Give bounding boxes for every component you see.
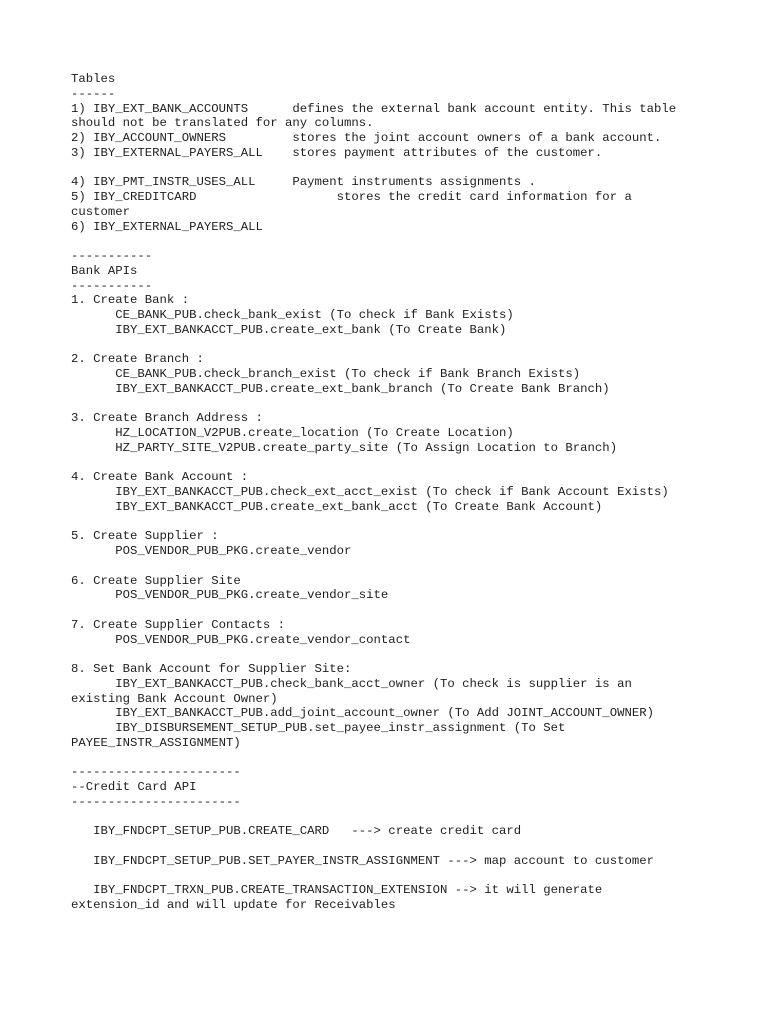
document-line: 1. Create Bank : [71, 293, 190, 308]
document-line: 2) IBY_ACCOUNT_OWNERS stores the joint account owners of a bank account. [71, 131, 662, 145]
document-line: 4. Create Bank Account : [71, 470, 249, 485]
document-line: ----------------------- [71, 794, 241, 809]
document-line: CE_BANK_PUB.check_branch_exist (To check if Bank Branch Exists) [71, 367, 581, 381]
document-line [71, 397, 711, 412]
document-line [71, 751, 711, 766]
document-line [71, 869, 711, 884]
document-line: ------ [71, 86, 116, 101]
document-line: IBY_DISBURSEMENT_SETUP_PUB.set_payee_instr_assignment (To Set [71, 721, 566, 735]
document-line: IBY_EXT_BANKACCT_PUB.check_bank_acct_owner (To check is supplier is an [71, 676, 632, 691]
document-line: POS_VENDOR_PUB_PKG.create_vendor_contact [71, 632, 411, 647]
document-line: CE_BANK_PUB.check_bank_exist (To check if Bank Exists) [71, 308, 514, 322]
document-line: ----------------------- [71, 765, 241, 780]
document-line: 7. Create Supplier Contacts : [71, 617, 286, 632]
document-line: existing Bank Account Owner) [71, 691, 278, 706]
document-line: Bank APIs [71, 263, 138, 278]
document-line: 6. Create Supplier Site [71, 573, 241, 588]
document-line: IBY_EXT_BANKACCT_PUB.create_ext_bank_acct (To Create Bank Account) [71, 499, 603, 514]
document-line: IBY_EXT_BANKACCT_PUB.check_ext_acct_exist (To check if Bank Account Exists) [71, 485, 669, 499]
document-line: ----------- [71, 278, 153, 293]
document-line: POS_VENDOR_PUB_PKG.create_vendor [71, 544, 352, 558]
document-line: 5. Create Supplier : [71, 529, 219, 544]
document-body [71, 72, 711, 913]
document-line: should not be translated for any columns. [71, 116, 374, 131]
document-line: --Credit Card API [71, 780, 197, 794]
document-line: ----------- [71, 249, 153, 263]
document-line: customer [71, 204, 131, 219]
document-line [71, 810, 711, 825]
document-line [71, 559, 711, 574]
document-line: Tables [71, 72, 116, 86]
document-line: extension_id and will update for Receivables [71, 898, 396, 912]
document-line: 4) IBY_PMT_INSTR_USES_ALL Payment instruments assignments . [71, 175, 536, 190]
document-line [71, 234, 711, 249]
document-line: POS_VENDOR_PUB_PKG.create_vendor_site [71, 588, 389, 603]
document-line: 6) IBY_EXTERNAL_PAYERS_ALL [71, 219, 263, 234]
document-line: HZ_PARTY_SITE_V2PUB.create_party_site (To Assign Location to Branch) [71, 440, 618, 455]
document-line: 3. Create Branch Address : [71, 411, 263, 426]
document-line: 3) IBY_EXTERNAL_PAYERS_ALL stores payment attributes of the customer. [71, 145, 603, 160]
document-line: IBY_FNDCPT_TRXN_PUB.CREATE_TRANSACTION_EXTENSION --> it will generate [71, 883, 603, 898]
document-line: IBY_EXT_BANKACCT_PUB.create_ext_bank_branch (To Create Bank Branch) [71, 381, 610, 396]
document-line: 8. Set Bank Account for Supplier Site: [71, 662, 352, 676]
document-line: IBY_EXT_BANKACCT_PUB.create_ext_bank (To Create Bank) [71, 322, 507, 337]
document-line [71, 161, 711, 176]
document-line [71, 515, 711, 530]
document-line: 5) IBY_CREDITCARD stores the credit card information for a [71, 190, 632, 204]
document-line [71, 456, 711, 471]
document-line [71, 647, 711, 662]
document-line: 1) IBY_EXT_BANK_ACCOUNTS defines the external bank account entity. This table [71, 101, 677, 116]
document-line: IBY_FNDCPT_SETUP_PUB.SET_PAYER_INSTR_ASSIGNMENT ---> map account to customer [71, 853, 654, 868]
document-line [71, 603, 711, 618]
document-line [71, 338, 711, 353]
document-line [71, 839, 711, 854]
document-line: HZ_LOCATION_V2PUB.create_location (To Create Location) [71, 426, 514, 440]
document-line: 2. Create Branch : [71, 352, 204, 367]
document-line: PAYEE_INSTR_ASSIGNMENT) [71, 735, 241, 750]
document-line: IBY_EXT_BANKACCT_PUB.add_joint_account_owner (To Add JOINT_ACCOUNT_OWNER) [71, 706, 654, 721]
document-line: IBY_FNDCPT_SETUP_PUB.CREATE_CARD ---> create credit card [71, 824, 522, 839]
